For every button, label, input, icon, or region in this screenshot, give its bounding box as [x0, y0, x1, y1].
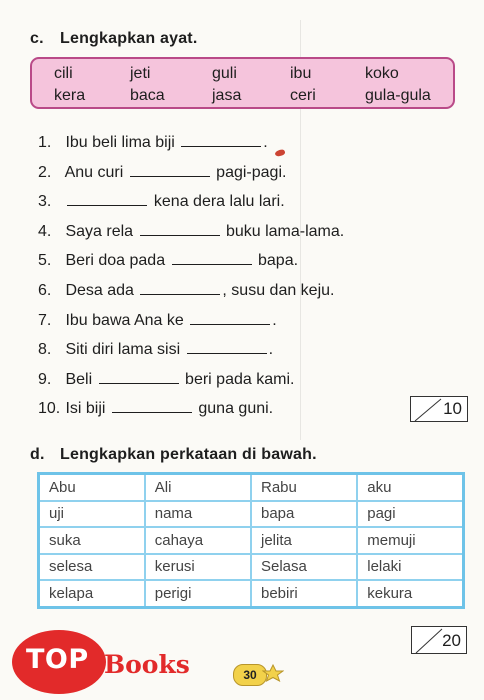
sentence-text: Beli: [65, 370, 93, 388]
word-grid: [37, 472, 465, 609]
page-number: 30: [233, 664, 267, 686]
sentence-row: [38, 221, 458, 251]
answer-blank[interactable]: [187, 339, 267, 354]
sentence-text: beri pada kami.: [185, 370, 295, 388]
sentence-text: Desa ada: [65, 281, 134, 299]
answer-blank[interactable]: [99, 369, 179, 384]
sentence-text: .: [268, 341, 274, 359]
sentence-number: 4.: [38, 222, 52, 240]
table-row: [39, 527, 464, 554]
word-bank-item: guli: [212, 65, 237, 82]
word-bank-item: ibu: [290, 65, 312, 82]
section-d-title: Lengkapkan perkataan di bawah.: [60, 446, 317, 463]
logo-text-books: Books: [104, 650, 190, 679]
word-bank-item: cili: [54, 65, 73, 82]
answer-blank[interactable]: [112, 398, 192, 413]
grid-cell[interactable]: jelita: [251, 527, 357, 554]
grid-cell[interactable]: aku: [357, 474, 463, 501]
answer-blank[interactable]: [130, 162, 210, 177]
section-c-title: Lengkapkan ayat.: [60, 30, 198, 47]
sentence-row: [38, 369, 458, 399]
sentence-text: Ibu bawa Ana ke: [65, 311, 184, 329]
grid-cell[interactable]: pagi: [357, 501, 463, 528]
word-bank-item: ceri: [290, 87, 316, 104]
word-bank-item: jasa: [212, 87, 242, 104]
sentence-text: Anu curi: [64, 163, 124, 181]
sentence-row: [38, 162, 458, 192]
sentence-text: kena dera lalu lari.: [153, 193, 285, 211]
sentence-number: 7.: [38, 311, 52, 329]
grid-cell[interactable]: kekura: [357, 580, 463, 607]
word-bank-item: kera: [54, 87, 86, 104]
sentence-text: Ibu beli lima biji: [65, 134, 175, 151]
table-row: [39, 474, 464, 501]
section-d-heading: [30, 446, 317, 464]
score-total: 20: [442, 631, 461, 650]
word-bank: [30, 57, 455, 109]
table-row: [39, 580, 464, 607]
sentence-text: Saya rela: [65, 222, 134, 240]
section-c-heading: [30, 30, 197, 48]
sentence-number: 8.: [38, 341, 52, 359]
grid-cell[interactable]: Rabu: [251, 474, 357, 501]
sentence-list: [38, 132, 458, 428]
section-c-letter: c.: [30, 30, 44, 47]
score-total: 10: [443, 399, 462, 418]
sentence-number: 10.: [38, 400, 61, 418]
answer-blank[interactable]: [140, 221, 220, 236]
sentence-row: [38, 132, 458, 162]
sentence-number: 9.: [38, 370, 52, 388]
sentence-row: [38, 310, 458, 340]
sentence-text: Beri doa pada: [65, 252, 166, 270]
grid-cell[interactable]: perigi: [145, 580, 251, 607]
word-bank-item: koko: [365, 65, 399, 82]
grid-cell[interactable]: cahaya: [145, 527, 251, 554]
grid-cell[interactable]: Selasa: [251, 554, 357, 581]
sentence-row: [38, 250, 458, 280]
sentence-text: , susu dan keju.: [222, 281, 335, 299]
sentence-text: Siti diri lama sisi: [65, 341, 181, 359]
grid-cell[interactable]: uji: [39, 501, 145, 528]
score-box-d: [411, 626, 467, 654]
answer-blank[interactable]: [181, 132, 261, 147]
section-d-letter: d.: [30, 446, 45, 463]
sentence-text: .: [272, 311, 277, 329]
sentence-text: guna guni.: [198, 400, 274, 418]
sentence-row: [38, 339, 458, 369]
grid-cell[interactable]: lelaki: [357, 554, 463, 581]
sentence-number: 2.: [38, 163, 52, 181]
grid-cell[interactable]: bapa: [251, 501, 357, 528]
grid-cell[interactable]: suka: [39, 527, 145, 554]
sentence-text: .: [263, 134, 268, 151]
grid-cell[interactable]: kelapa: [39, 580, 145, 607]
sentence-row: [38, 280, 458, 310]
score-box-c: [410, 396, 468, 422]
sentence-text: buku lama-lama.: [225, 222, 345, 240]
word-bank-item: gula-gula: [365, 87, 431, 104]
grid-cell[interactable]: memuji: [357, 527, 463, 554]
grid-cell[interactable]: selesa: [39, 554, 145, 581]
grid-cell[interactable]: Ali: [145, 474, 251, 501]
sentence-text: Isi biji: [65, 400, 106, 418]
sentence-text: bapa.: [258, 252, 299, 270]
table-row: [39, 554, 464, 581]
answer-blank[interactable]: [190, 310, 270, 325]
sentence-row: [38, 191, 458, 221]
table-row: [39, 501, 464, 528]
sentence-number: 1.: [38, 134, 52, 151]
grid-cell[interactable]: bebiri: [251, 580, 357, 607]
grid-cell[interactable]: Abu: [39, 474, 145, 501]
star-decoration-icon: [262, 664, 284, 682]
answer-blank[interactable]: [140, 280, 220, 295]
word-bank-item: baca: [130, 87, 165, 104]
sentence-text: pagi-pagi.: [216, 163, 287, 181]
grid-cell[interactable]: kerusi: [145, 554, 251, 581]
sentence-number: 3.: [38, 193, 52, 211]
word-bank-item: jeti: [130, 65, 151, 82]
sentence-row: [38, 398, 458, 428]
answer-blank[interactable]: [67, 191, 147, 206]
topbooks-logo: [12, 630, 202, 694]
sentence-number: 5.: [38, 252, 52, 270]
logo-text-top: TOP: [26, 644, 89, 675]
sentence-number: 6.: [38, 281, 52, 299]
answer-blank[interactable]: [172, 250, 252, 265]
grid-cell[interactable]: nama: [145, 501, 251, 528]
